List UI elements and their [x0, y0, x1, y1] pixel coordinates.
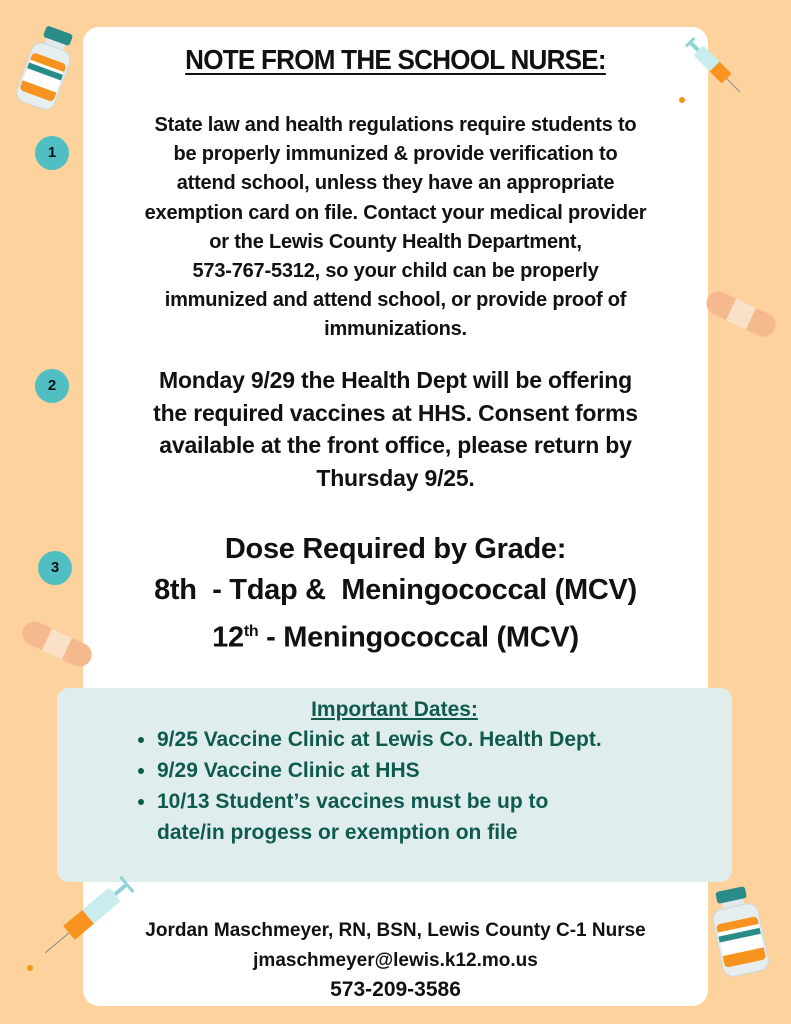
- text-line: the required vaccines at HHS. Consent forms: [153, 399, 638, 426]
- step-badge-1: 1: [35, 136, 69, 170]
- nurse-phone: 573-209-3586: [330, 978, 461, 1001]
- clinic-announcement-paragraph: [83, 364, 708, 494]
- text-line: Thursday 9/25.: [316, 464, 475, 491]
- list-item: • 9/25 Vaccine Clinic at Lewis Co. Health Dept.: [157, 724, 717, 755]
- text-line: 573-767-5312, so your child can be properly: [192, 260, 599, 283]
- nurse-email: jmaschmeyer@lewis.k12.mo.us: [253, 949, 538, 971]
- text-line: Monday 9/29 the Health Dept will be offering: [159, 367, 632, 393]
- dose-8th-grade: 8th - Tdap & Meningococcal (MCV): [154, 574, 637, 606]
- bandage-icon: [700, 286, 782, 342]
- important-dates-heading: Important Dates:: [311, 698, 478, 721]
- grade-number: 12: [212, 621, 244, 654]
- important-dates-box: [57, 688, 732, 882]
- text-line: be properly immunized & provide verification to: [173, 143, 618, 166]
- important-dates-list: [135, 724, 717, 848]
- grade-suffix: th: [243, 623, 259, 640]
- text-line: or the Lewis County Health Department,: [209, 230, 582, 253]
- list-item: • 9/29 Vaccine Clinic at HHS: [157, 755, 717, 786]
- immunization-requirement-paragraph: [83, 111, 708, 345]
- nurse-name: Jordan Maschmeyer, RN, BSN, Lewis County C-1 Nurse: [145, 920, 646, 941]
- vaccine-vial-icon: [12, 24, 82, 114]
- text-line: immunized and attend school, or provide proof of: [164, 289, 627, 312]
- nurse-contact: [83, 916, 708, 1005]
- dose-vaccine: - Meningococcal (MCV): [258, 621, 579, 654]
- step-badge-2: 2: [35, 369, 69, 403]
- dose-heading: Dose Required by Grade:: [224, 533, 567, 565]
- step-badge-3: 3: [38, 551, 72, 585]
- page-title: NOTE FROM THE SCHOOL NURSE:: [185, 44, 606, 75]
- text-line: available at the front office, please return by: [159, 432, 632, 458]
- syringe-icon: [676, 28, 756, 108]
- vaccine-vial-icon: [700, 884, 780, 980]
- dose-by-grade: [83, 529, 708, 659]
- text-line: immunizations.: [324, 318, 467, 341]
- list-item: • 10/13 Student’s vaccines must be up to date/in progess or exemption on file: [157, 786, 617, 848]
- text-line: exemption card on file. Contact your medical provider: [144, 201, 647, 224]
- text-line: attend school, unless they have an appropriate: [176, 172, 615, 195]
- dose-12th-grade: [83, 611, 708, 659]
- text-line: State law and health regulations require students to: [154, 114, 637, 136]
